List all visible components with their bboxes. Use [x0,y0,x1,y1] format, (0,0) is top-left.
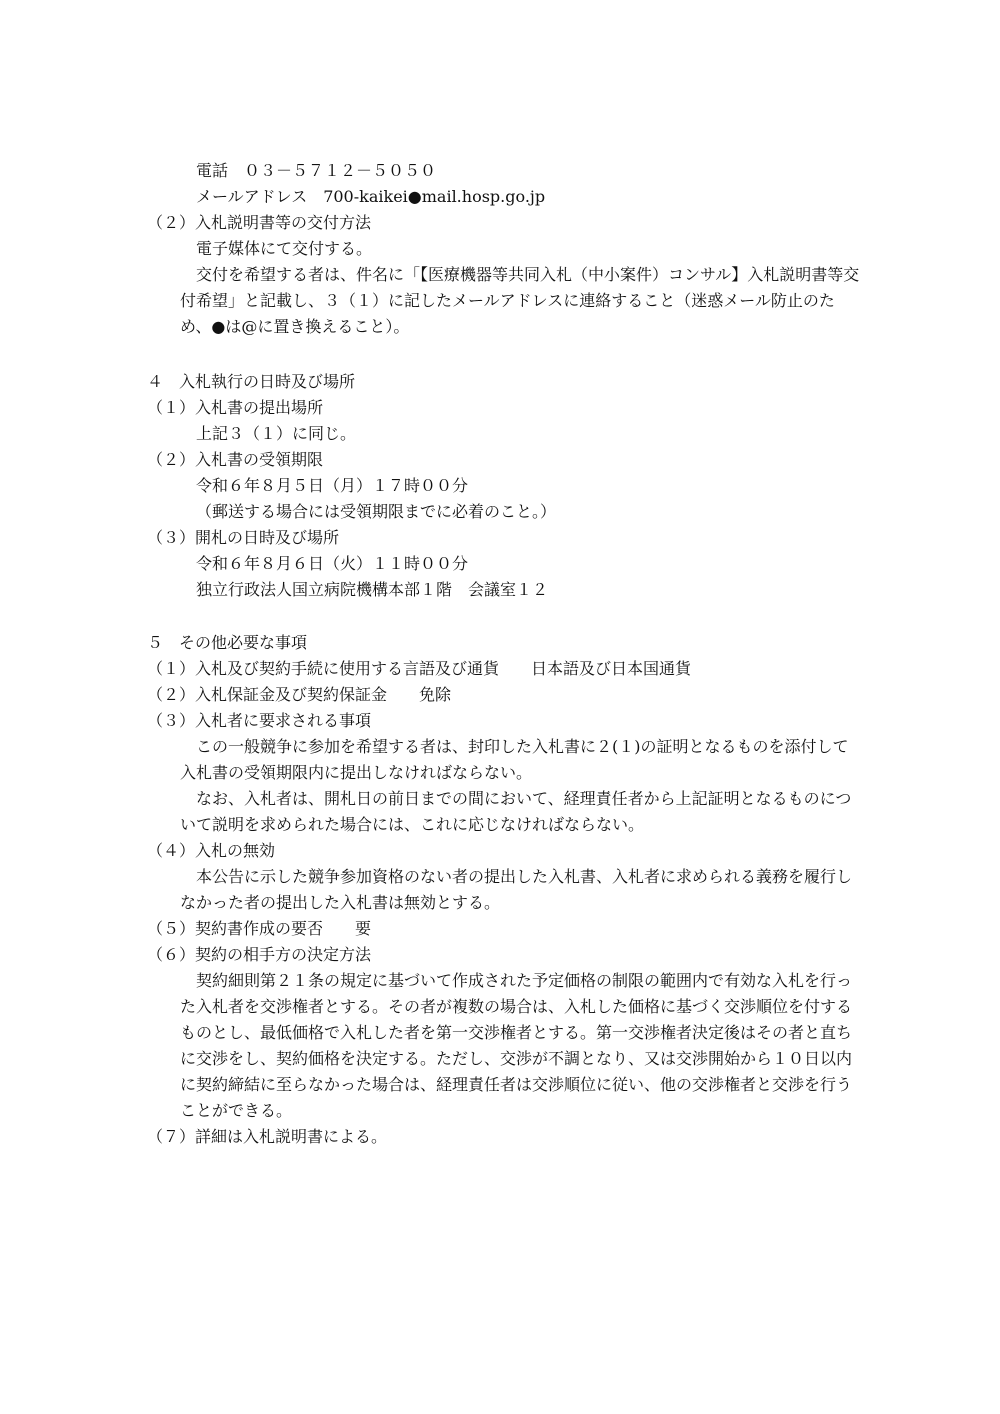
section-4-3-line: 令和６年８月６日（火）１１時００分 [196,554,469,573]
section-4-3-heading: （３）開札の日時及び場所 [147,528,340,547]
phone-line: 電話 ０３－５７１２－５０５０ [196,161,437,180]
section-4-heading: ４ 入札執行の日時及び場所 [147,372,356,391]
section-5-3-paragraph-1: この一般競争に参加を希望する者は、封印した入札書に２(１)の証明となるものを添付して入札書の受領期限内に提出しなければならない。 [180,737,849,782]
section-5-3-paragraph-2: なお、入札者は、開札日の前日までの間において、経理責任者から上記証明となるものについて説明を求められた場合には、これに応じなければならない。 [180,789,852,834]
section-4-2-heading: （２）入札書の受領期限 [147,450,324,469]
section-5-7: （７）詳細は入札説明書による。 [147,1127,388,1146]
section-4-1-heading: （１）入札書の提出場所 [147,398,324,417]
section-5-4-heading: （４）入札の無効 [147,841,276,860]
item-3-2-heading: （２）入札説明書等の交付方法 [147,213,372,232]
email-line: メールアドレス 700-kaikei●mail.hosp.go.jp [196,187,546,206]
item-3-2-line: 電子媒体にて交付する。 [196,239,373,258]
section-5-4-paragraph: 本公告に示した競争参加資格のない者の提出した入札書、入札者に求められる義務を履行しなかった者の提出した入札書は無効とする。 [180,867,853,912]
section-4-3-place: 独立行政法人国立病院機構本部１階 会議室１２ [196,580,549,599]
section-5-2: （２）入札保証金及び契約保証金 免除 [147,685,452,704]
section-5-heading: ５ その他必要な事項 [147,633,308,652]
section-5-6-heading: （６）契約の相手方の決定方法 [147,945,372,964]
section-5-6-paragraph: 契約細則第２１条の規定に基づいて作成された予定価格の制限の範囲内で有効な入札を行った入札者を交渉権者とする。その者が複数の場合は、入札した価格に基づく交渉順位を付するものとし、最低価格で入札した者を第一交渉権者とする。第一交渉権者決定後はその者と直ちに交渉をし、契約価格を決定する。ただし、交渉が不調となり、又は交渉開始から１０日以内に契約締結に至らなかった場合は、経理責任者は交渉順位に従い、他の交渉権者と交渉を行うことができる。 [180,971,853,1120]
section-4-2-line: 令和６年８月５日（月）１７時００分 [196,476,469,495]
item-3-2-paragraph: 交付を希望する者は、件名に「【医療機器等共同入札（中小案件）コンサル】入札説明書等交付希望」と記載し、３（１）に記したメールアドレスに連絡すること（迷惑メール防止のため、●は@に置き換えること）。 [180,265,860,336]
section-4-1-line: 上記３（１）に同じ。 [196,424,357,443]
section-5-1: （１）入札及び契約手続に使用する言語及び通貨 日本語及び日本国通貨 [147,659,692,678]
section-5-3-heading: （３）入札者に要求される事項 [147,711,372,730]
section-5-5: （５）契約書作成の要否 要 [147,919,372,938]
section-4-2-note: （郵送する場合には受領期限までに必着のこと。） [196,502,557,521]
